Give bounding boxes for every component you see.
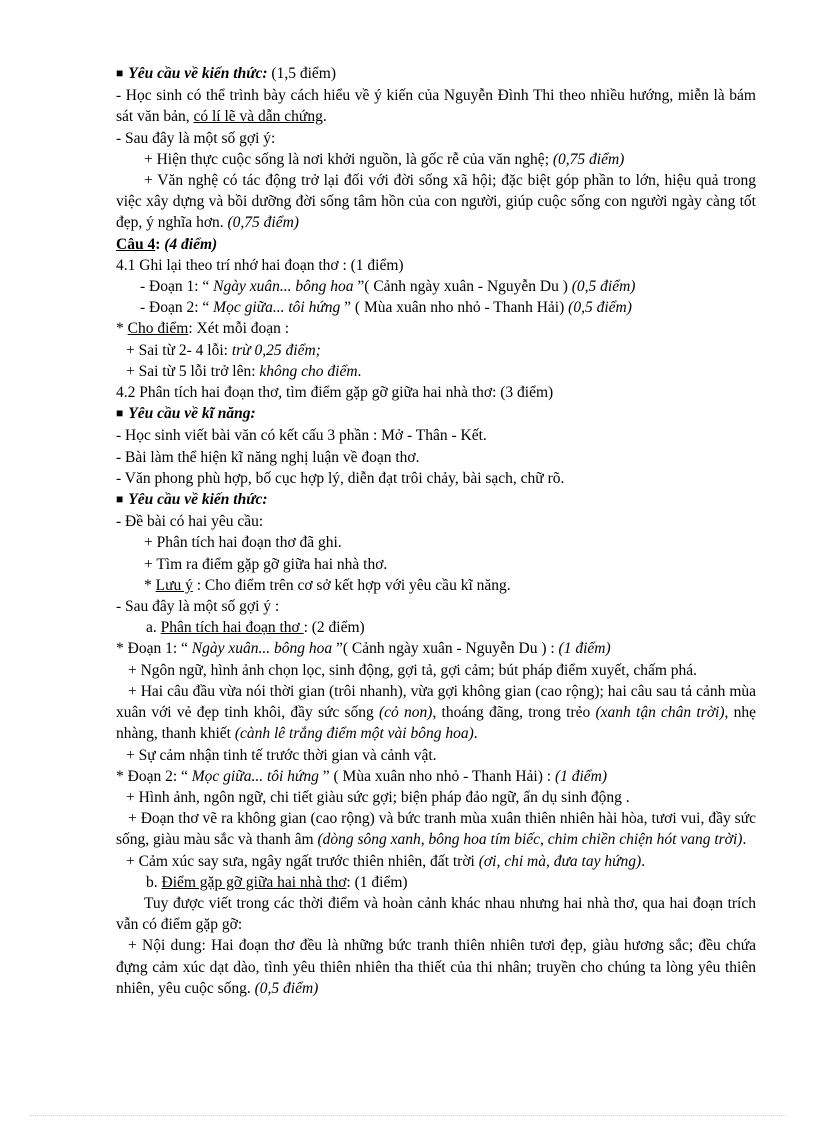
square-bullet-icon: ■ bbox=[116, 492, 124, 507]
paragraph: Tuy được viết trong các thời điểm và hoàn cảnh khác nhau nhưng hai nhà thơ, qua hai đoạn trích vẫn có điểm gặp gỡ: bbox=[116, 894, 756, 934]
list-item: + Đoạn thơ vẽ ra không gian (cao rộng) và bức tranh mùa xuân thiên nhiên hài hòa, tươi vui, đầy sức sống, giàu màu sắc và thanh âm (dòng sông xanh, bông hoa tím biếc, chim chiền chiện hót vang trời). bbox=[116, 810, 756, 849]
paragraph: 4.1 Ghi lại theo trí nhớ hai đoạn thơ : (1 điểm) bbox=[116, 256, 404, 274]
note: * Lưu ý : Cho điểm trên cơ sở kết hợp với yêu cầu kĩ năng. bbox=[144, 576, 511, 594]
list-item: - Đoạn 2: “ Mọc giữa... tôi hứng ” ( Mùa xuân nho nhỏ - Thanh Hải) (0,5 điểm) bbox=[140, 299, 632, 317]
list-item: + Nội dung: Hai đoạn thơ đều là những bức tranh thiên nhiên tươi đẹp, giàu hương sắc; đều chứa đựng cảm xúc dạt dào, tình yêu thiên nhiên tha thiết của thi nhân; truyền cho chúng ta lòng yêu thiên nhiên, yêu cuộc sống. (0,5 điểm) bbox=[116, 937, 756, 997]
list-item: + Hình ảnh, ngôn ngữ, chi tiết giàu sức gợi; biện pháp đảo ngữ, ẩn dụ sinh động . bbox=[126, 788, 630, 806]
list-item: + Cảm xúc say sưa, ngây ngất trước thiên nhiên, đất trời (ơi, chi mà, đưa tay hứng). bbox=[126, 852, 646, 870]
paragraph: - Văn phong phù hợp, bố cục hợp lý, diễn đạt trôi chảy, bài sạch, chữ rõ. bbox=[116, 469, 565, 487]
square-bullet-icon: ■ bbox=[116, 66, 124, 80]
paragraph: * Cho điểm: Xét mỗi đoạn : bbox=[116, 320, 290, 338]
paragraph: * Đoạn 2: “ Mọc giữa... tôi hứng ” ( Mùa xuân nho nhỏ - Thanh Hải) : (1 điểm) bbox=[116, 767, 608, 785]
list-item: + Ngôn ngữ, hình ảnh chọn lọc, sinh động, gợi tả, gợi cảm; bút pháp điểm xuyết, chấm phá. bbox=[128, 661, 698, 679]
section-heading-knowledge: ■ Yêu cầu về kiến thức: (1,5 điểm) bbox=[116, 65, 336, 82]
document-body bbox=[116, 63, 756, 999]
paragraph: * Đoạn 1: “ Ngày xuân... bông hoa ”( Cảnh ngày xuân - Nguyễn Du ) : (1 điểm) bbox=[116, 640, 611, 658]
list-item: + Tìm ra điểm gặp gỡ giữa hai nhà thơ. bbox=[144, 555, 388, 573]
list-item: + Sai từ 2- 4 lỗi: trừ 0,25 điểm; bbox=[126, 341, 321, 359]
paragraph: - Đề bài có hai yêu cầu: bbox=[116, 513, 264, 531]
list-item: + Sai từ 5 lỗi trở lên: không cho điểm. bbox=[126, 362, 362, 380]
paragraph: - Sau đây là một số gợi ý : bbox=[116, 598, 280, 616]
paragraph: - Học sinh viết bài văn có kết cấu 3 phần : Mở - Thân - Kết. bbox=[116, 427, 487, 445]
subheading: b. Điểm gặp gỡ giữa hai nhà thơ: (1 điểm) bbox=[146, 873, 408, 891]
page-bottom-divider bbox=[30, 1115, 786, 1116]
section-heading-skills: ■ Yêu cầu về kĩ năng: bbox=[116, 405, 256, 423]
list-item: + Sự cảm nhận tinh tế trước thời gian và cảnh vật. bbox=[126, 746, 437, 764]
subheading: a. Phân tích hai đoạn thơ : (2 điểm) bbox=[146, 619, 365, 637]
paragraph: - Bài làm thể hiện kĩ năng nghị luận về đoạn thơ. bbox=[116, 448, 420, 466]
paragraph: - Học sinh có thể trình bày cách hiểu về ý kiến của Nguyễn Đình Thi theo nhiều hướng, miễn là bám sát văn bản, có lí lẽ và dẫn chứng. bbox=[116, 87, 756, 126]
section-heading-knowledge: ■ Yêu cầu về kiến thức: bbox=[116, 491, 268, 509]
list-item: - Đoạn 1: “ Ngày xuân... bông hoa ”( Cảnh ngày xuân - Nguyễn Du ) (0,5 điểm) bbox=[140, 278, 636, 296]
square-bullet-icon: ■ bbox=[116, 406, 124, 421]
list-item: + Hai câu đầu vừa nói thời gian (trôi nhanh), vừa gợi không gian (cao rộng); hai câu sau tả cảnh mùa xuân với vẻ đẹp tinh khôi, đầy sức sống (cỏ non), thoáng đãng, trong trẻo (xanh tận chân trời), nhẹ nhàng, thanh khiết (cành lê trắng điểm một vài bông hoa). bbox=[116, 682, 756, 743]
paragraph: 4.2 Phân tích hai đoạn thơ, tìm điểm gặp gỡ giữa hai nhà thơ: (3 điểm) bbox=[116, 384, 554, 402]
list-item: + Văn nghệ có tác động trở lại đối với đời sống xã hội; đặc biệt góp phần to lớn, hiệu quả trong việc xây dựng và bồi dưỡng đời sống tâm hồn của con người, giúp cuộc sống con người ngày càng tốt đẹp, ý nghĩa hơn. (0,75 điểm) bbox=[116, 172, 756, 232]
question-heading: Câu 4: (4 điểm) bbox=[116, 235, 218, 253]
paragraph: - Sau đây là một số gợi ý: bbox=[116, 129, 276, 147]
list-item: + Hiện thực cuộc sống là nơi khởi nguồn, là gốc rễ của văn nghệ; (0,75 điểm) bbox=[144, 150, 625, 168]
list-item: + Phân tích hai đoạn thơ đã ghi. bbox=[144, 534, 342, 552]
